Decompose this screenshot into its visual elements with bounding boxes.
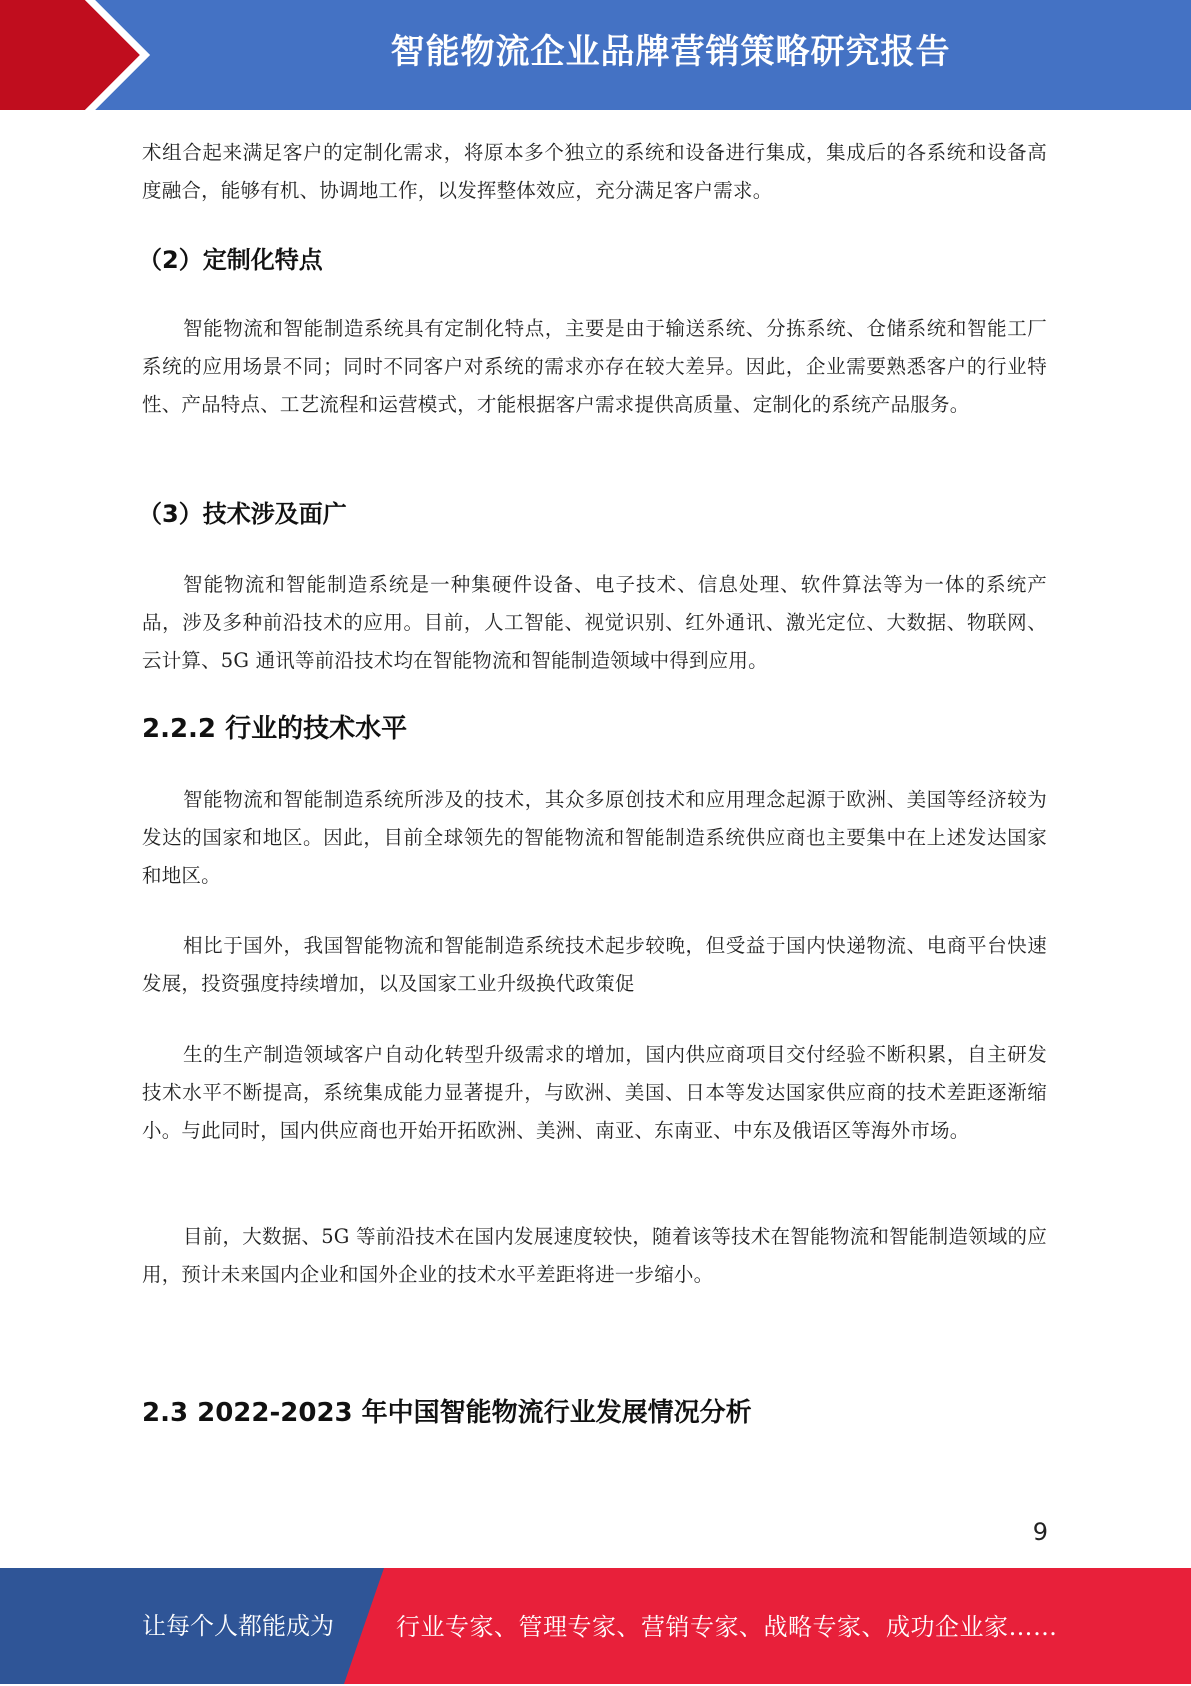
heading-2-3: 2.3 2022-2023 年中国智能物流行业发展情况分析 [142, 1398, 752, 1428]
heading-customization: （2）定制化特点 [138, 246, 323, 274]
footer-slogan-right: 行业专家、管理专家、营销专家、战略专家、成功企业家…… [396, 1613, 1058, 1641]
page-number: 9 [1032, 1518, 1048, 1546]
customization-paragraph-block [142, 310, 1047, 424]
tech-wide-paragraph-block [142, 566, 1047, 680]
footer-slogan-left: 让每个人都能成为 [142, 1612, 334, 1640]
header-title: 智能物流企业品牌营销策略研究报告 [390, 32, 951, 72]
customization-paragraph: 智能物流和智能制造系统具有定制化特点，主要是由于输送系统、分拣系统、仓储系统和智能工厂系统的应用场景不同；同时不同客户对系统的需求亦存在较大差异。因此，企业需要熟悉客户的行业特性、产品特点、工艺流程和运营模式，才能根据客户需求提供高质量、定制化的系统产品服务。 [142, 317, 1047, 416]
heading-tech-wide: （3）技术涉及面广 [138, 500, 347, 528]
section-222-paragraph-3: 生的生产制造领域客户自动化转型升级需求的增加，国内供应商项目交付经验不断积累，自主研发技术水平不断提高，系统集成能力显著提升，与欧洲、美国、日本等发达国家供应商的技术差距逐渐缩小。与此同时，国内供应商也开始开拓欧洲、美洲、南亚、东南亚、中东及俄语区等海外市场。 [142, 1043, 1047, 1142]
page-header [0, 0, 1191, 110]
section-222-paragraph-4-block [142, 1218, 1047, 1294]
heading-2-2-2: 2.2.2 行业的技术水平 [142, 714, 408, 744]
section-222-paragraph-2: 相比于国外，我国智能物流和智能制造系统技术起步较晚，但受益于国内快递物流、电商平台快速发展，投资强度持续增加，以及国家工业升级换代政策促 [142, 934, 1047, 995]
section-222-paragraph-2-block [142, 927, 1047, 1003]
section-222-paragraph-1: 智能物流和智能制造系统所涉及的技术，其众多原创技术和应用理念起源于欧洲、美国等经济较为发达的国家和地区。因此，目前全球领先的智能物流和智能制造系统供应商也主要集中在上述发达国家和地区。 [142, 788, 1047, 887]
page-footer [0, 1568, 1191, 1684]
intro-paragraph-block [142, 134, 1047, 210]
section-222-paragraph-1-block [142, 781, 1047, 895]
intro-paragraph: 术组合起来满足客户的定制化需求，将原本多个独立的系统和设备进行集成，集成后的各系统和设备高度融合，能够有机、协调地工作，以发挥整体效应，充分满足客户需求。 [142, 141, 1047, 202]
section-222-paragraph-4: 目前，大数据、5G 等前沿技术在国内发展速度较快，随着该等技术在智能物流和智能制造领域的应用，预计未来国内企业和国外企业的技术水平差距将进一步缩小。 [142, 1225, 1047, 1286]
section-222-paragraph-3-block [142, 1036, 1047, 1150]
tech-wide-paragraph: 智能物流和智能制造系统是一种集硬件设备、电子技术、信息处理、软件算法等为一体的系统产品，涉及多种前沿技术的应用。目前，人工智能、视觉识别、红外通讯、激光定位、大数据、物联网、云计算、5G 通讯等前沿技术均在智能物流和智能制造领域中得到应用。 [142, 573, 1047, 672]
